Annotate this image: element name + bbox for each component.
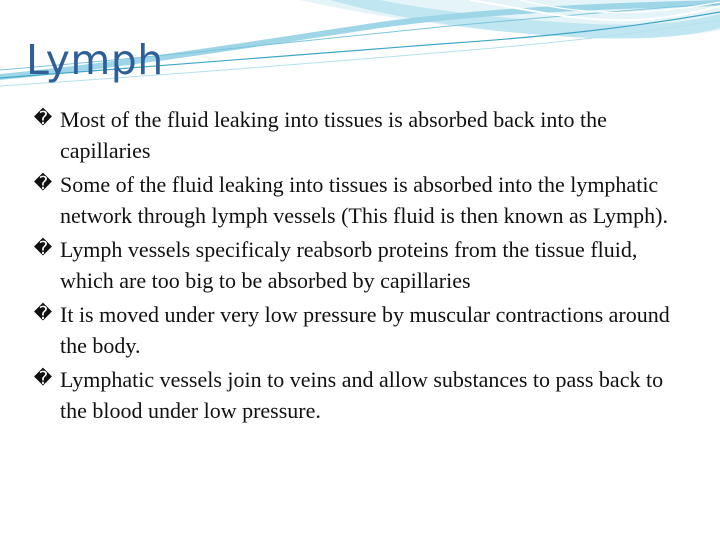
- bullet-item: [32, 234, 682, 296]
- slide-title: Lymph: [26, 36, 164, 84]
- bullet-text: Some of the fluid leaking into tissues is absorbed into the lymphatic network through lymph vessels (This fluid is then known as Lymph).: [60, 172, 668, 228]
- bullet-glyph-icon: �: [33, 173, 53, 194]
- bullet-text: Lymphatic vessels join to veins and allow substances to pass back to the blood under low pressure.: [60, 367, 664, 423]
- bullet-text: It is moved under very low pressure by muscular contractions around the body.: [60, 302, 670, 358]
- bullet-item: [32, 299, 682, 361]
- bullet-text: Lymph vessels specificaly reabsorb proteins from the tissue fluid, which are too big to be absorbed by capillaries: [60, 237, 638, 293]
- bullet-glyph-icon: �: [33, 303, 53, 324]
- bullet-glyph-icon: �: [33, 238, 53, 259]
- bullet-text: Most of the fluid leaking into tissues is absorbed back into the capillaries: [60, 107, 607, 163]
- bullet-glyph-icon: �: [33, 108, 53, 129]
- bullet-item: [32, 364, 682, 426]
- bullet-glyph-icon: �: [33, 368, 53, 389]
- bullet-item: [32, 104, 682, 166]
- bullet-item: [32, 169, 682, 231]
- bullet-list: [32, 104, 682, 429]
